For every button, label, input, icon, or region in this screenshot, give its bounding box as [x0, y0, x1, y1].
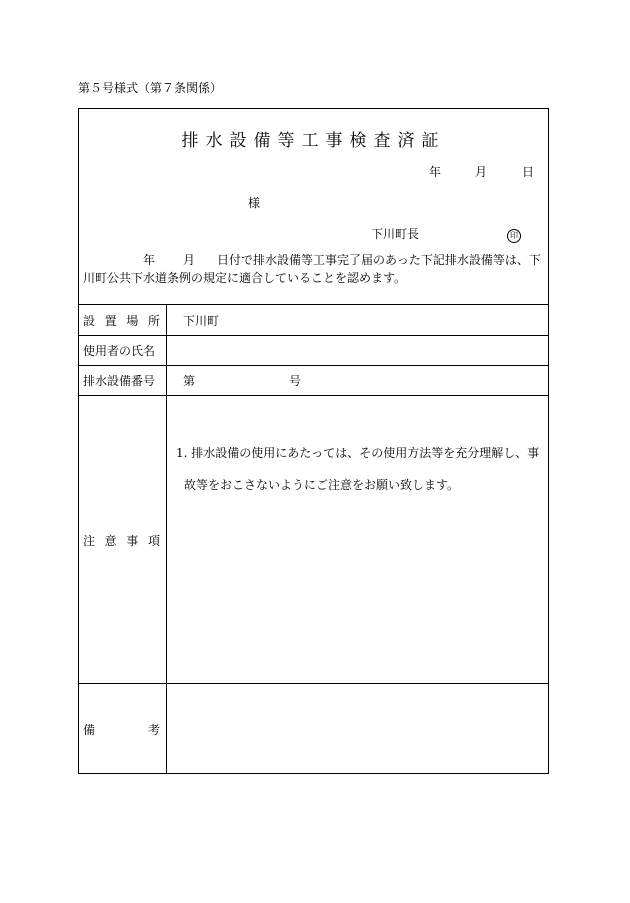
statement-month-label: 月	[183, 253, 196, 267]
form-number-label: 第５号様式（第７条関係）	[78, 81, 223, 95]
certificate-title: 排水設備等工事検査済証	[181, 131, 446, 151]
seal-mark	[507, 226, 521, 243]
notes-content	[176, 437, 539, 501]
divider-number	[79, 395, 548, 396]
statement-line-2: 川町公共下水道条例の規定に適合していることを認めます。	[83, 271, 407, 285]
label-column-divider	[166, 304, 167, 774]
issuer-title: 下川町長	[371, 227, 420, 241]
statement-year-label: 年	[143, 253, 156, 267]
location-value: 下川町	[183, 314, 220, 328]
date-year-label: 年	[429, 165, 442, 179]
date-day-label: 日	[522, 165, 535, 179]
user-name-label: 使用者の氏名	[83, 344, 156, 358]
certificate-frame	[78, 108, 549, 774]
notes-label: 注 意 事 項	[83, 534, 160, 548]
seal-icon: 印	[507, 229, 521, 243]
notes-line-1: 1. 排水設備の使用にあたっては、その使用方法等を充分理解し、事	[176, 446, 540, 460]
notes-line-2: 故等をおこさないようにご注意をお願い致します。	[184, 478, 460, 492]
divider-user	[79, 365, 548, 366]
equipment-number-suffix: 号	[289, 374, 302, 388]
certification-statement	[83, 251, 545, 287]
divider-location	[79, 335, 548, 336]
remarks-label: 備 考	[83, 723, 160, 737]
date-month-label: 月	[475, 165, 488, 179]
divider-header	[79, 304, 548, 305]
statement-line-1-text: 日付で排水設備等工事完了届のあった下記排水設備等は、下	[217, 253, 541, 267]
equipment-number-prefix: 第	[183, 374, 196, 388]
addressee-suffix: 様	[248, 196, 261, 210]
location-label: 設 置 場 所	[83, 314, 160, 328]
equipment-number-label: 排水設備番号	[83, 374, 156, 388]
statement-line-1	[83, 251, 545, 269]
divider-notes	[79, 683, 548, 684]
